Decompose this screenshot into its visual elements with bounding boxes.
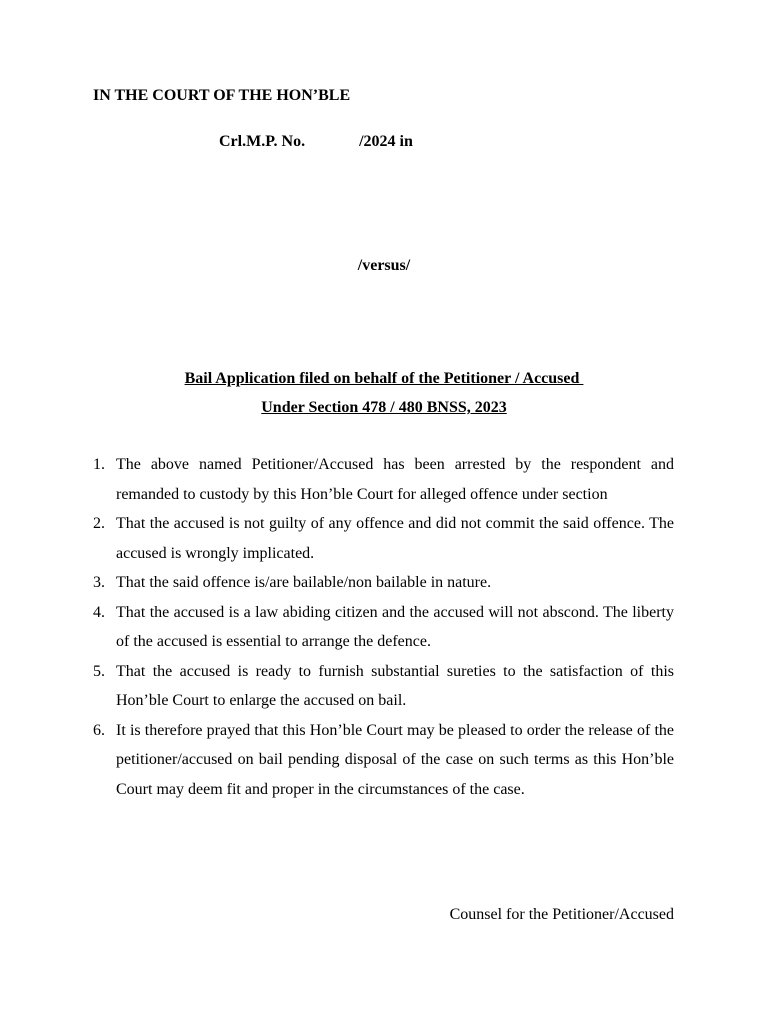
ground-text: That the said offence is/are bailable/non bailable in nature. (116, 574, 492, 591)
ground-text: That the accused is ready to furnish substantial sureties to the satisfaction of this Hon’ble Court to enlarge the accused on bail. (116, 662, 674, 709)
ground-number: 3. (93, 574, 105, 591)
ground-item-5 (93, 657, 674, 716)
ground-number: 1. (93, 456, 105, 473)
ground-number: 4. (93, 603, 105, 621)
case-number-suffix: /2024 in (359, 133, 413, 150)
ground-text: That the accused is a law abiding citizen and the accused will not abscond. The liberty of the accused is essential to arrange the defence. (116, 603, 674, 650)
court-heading: IN THE COURT OF THE HON’BLE (93, 87, 351, 104)
ground-item-4 (93, 598, 674, 657)
ground-item-2 (93, 509, 674, 568)
ground-item-3 (93, 568, 674, 598)
case-number-prefix: Crl.M.P. No. (219, 133, 306, 150)
ground-number: 5. (93, 662, 105, 680)
ground-number: 6. (93, 721, 105, 739)
ground-item-1 (93, 450, 674, 509)
ground-item-6 (93, 716, 674, 805)
application-title-line2: Under Section 478 / 480 BNSS, 2023 (261, 399, 507, 416)
versus-label: /versus/ (357, 257, 411, 274)
grounds-list (93, 450, 674, 804)
ground-number: 2. (93, 515, 105, 532)
ground-text: The above named Petitioner/Accused has been arrested by the respondent and remanded to custody by this Hon’ble Court for alleged offence under section (116, 456, 674, 503)
counsel-signature: Counsel for the Petitioner/Accused (449, 906, 674, 923)
ground-text: It is therefore prayed that this Hon’ble Court may be pleased to order the release of the petitioner/accused on bail pending disposal of the case on such terms as this Hon’ble Court may deem fit and proper in the circumstances of the case. (116, 721, 674, 798)
application-title-line1: Bail Application filed on behalf of the Petitioner / Accused (184, 370, 584, 387)
case-number (219, 133, 413, 151)
ground-text: That the accused is not guilty of any offence and did not commit the said offence. The accused is wrongly implicated. (116, 515, 674, 562)
